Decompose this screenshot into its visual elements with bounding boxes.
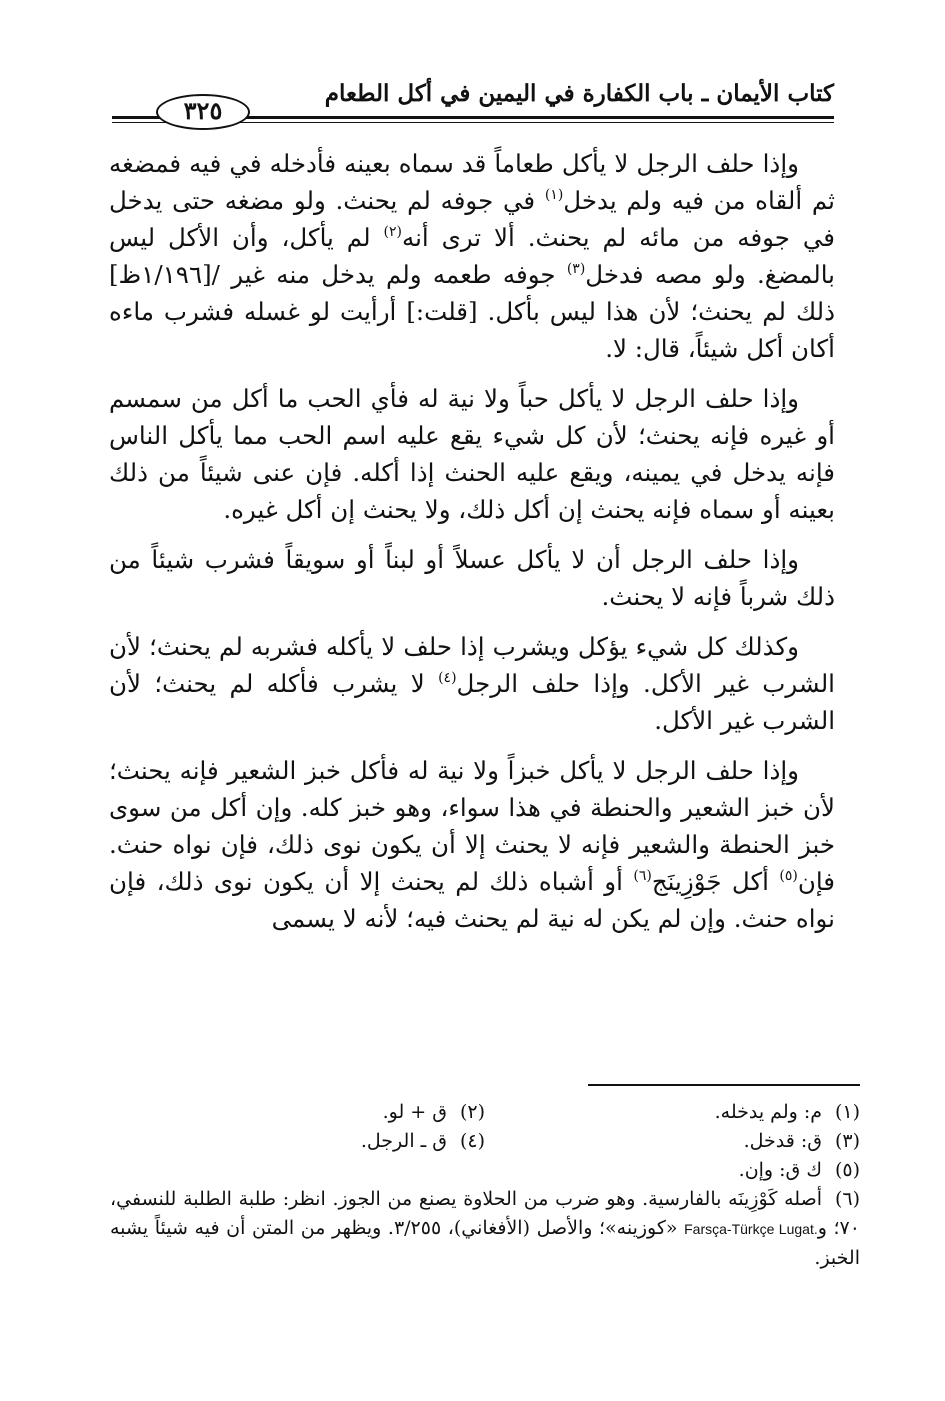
footnote-text: أصله كَوْزِينَه بالفارسية. وهو ضرب من الحلاوة يصنع من الجوز. انظر: طلبة الطلبة للنسفي، ٧٠؛ و [110, 1188, 860, 1239]
text-segment: أو أشباه ذلك لم يحنث إلا أن يكون نوى ذلك، فإن نواه حنث. وإن لم يكن له نية لم يحنث فيه؛ لأنه لا يسمى [109, 867, 835, 933]
page-number: ٣٢٥ [156, 94, 250, 130]
footnote-ref-5: (٥) [779, 868, 798, 884]
footnote-ref-3: (٣) [566, 261, 586, 277]
footnote-latin-title: Farsça-Türkçe Lugat. [684, 1221, 818, 1237]
text-segment: وإذا حلف الرجل لا يأكل حباً ولا نية له فأي الحب ما أكل من سمسم أو غيره فإنه يحنث؛ لأن كل شيء يقع عليه اسم الحب مما يأكل الناس فإنه يدخل في يمينه، ويقع عليه الحنث إذا أكله. فإن عنى شيئاً من ذلك بعينه أو سماه فإنه يحنث إن أكل ذلك، ولا يحنث إن أكل غيره. [109, 384, 835, 524]
footnote-ref-6: (٦) [633, 868, 652, 884]
footnote-4 [110, 1127, 485, 1156]
footnote-2 [110, 1098, 485, 1127]
text-segment: وإذا حلف الرجل لا يأكل طعاماً قد سماه بعينه فأدخله في فيه فمضغه ثم ألقاه من فيه ولم يدخل [109, 149, 835, 215]
footnote-3 [485, 1127, 860, 1156]
paragraph-5 [109, 752, 835, 937]
text-segment: أكل جَوْزِينَج [651, 867, 769, 896]
footnote-1 [485, 1098, 860, 1127]
footnote-text: ق + لو. [382, 1101, 447, 1123]
footnote-ref-2: (٢) [383, 224, 402, 240]
footnotes [110, 1098, 860, 1273]
footnote-5 [110, 1156, 860, 1185]
text-segment: جوفه طعمه ولم يدخل منه غير /[١/١٩٦ظ] ذلك لم يحنث؛ لأن هذا ليس بأكل. [قلت:] أرأيت لو غسله فشرب ماءه أكان أكل شيئاً، قال: لا. [109, 260, 835, 363]
text-segment: وإذا حلف الرجل أن لا يأكل عسلاً أو لبناً أو سويقاً فشرب شيئاً من ذلك شرباً فإنه لا يحنث. [109, 545, 835, 611]
running-title: كتاب الأيمان ـ باب الكفارة في اليمين في أكل الطعام [324, 80, 834, 107]
footnote-row [110, 1098, 860, 1127]
text-segment: وكذلك كل شيء يؤكل ويشرب إذا حلف لا يأكله فشربه لم يحنث؛ لأن الشرب غير الأكل. وإذا حلف الرجل [109, 632, 835, 698]
text-segment: لم يأكل، وأن الأكل ليس بالمضغ. ولو مصه فدخل [109, 223, 835, 289]
footnote-row [110, 1127, 860, 1156]
footnote-separator [588, 1084, 860, 1086]
footnote-number: (٦) [834, 1188, 860, 1210]
text-segment: لا يشرب فأكله لم يحنث؛ لأن الشرب غير الأكل. [109, 669, 835, 735]
paragraph-4 [109, 628, 835, 739]
footnote-number: (٢) [459, 1101, 485, 1123]
paragraph-1 [109, 145, 835, 367]
footnote-text: ق: قدخل. [743, 1130, 822, 1152]
footnote-text: م: ولم يدخله. [714, 1101, 822, 1123]
footnote-number: (٥) [834, 1159, 860, 1181]
footnote-number: (١) [834, 1101, 860, 1123]
main-text [109, 145, 835, 950]
page-header [112, 72, 834, 132]
text-segment: في جوفه لم يحنث. ولو مضغه حتى يدخل في جوفه من مائه لم يحنث. ألا ترى أنه [109, 186, 835, 252]
paragraph-2 [109, 380, 835, 528]
footnote-text: ك ق: وإن. [738, 1159, 822, 1181]
footnote-number: (٤) [459, 1130, 485, 1152]
footnote-6 [110, 1185, 860, 1273]
text-segment: وإذا حلف الرجل لا يأكل خبزاً ولا نية له فأكل خبز الشعير فإنه يحنث؛ لأن خبز الشعير والحنطة في هذا سواء، وهو خبز كله. وإن أكل من سوى خبز الحنطة والشعير فإنه لا يحنث إلا أن يكون نوى ذلك، فإن نواه حنث. فإن [109, 756, 835, 896]
footnote-number: (٣) [834, 1130, 860, 1152]
footnote-ref-4: (٤) [438, 670, 457, 686]
paragraph-3 [109, 541, 835, 615]
footnote-text: «كوزينه»؛ والأصل (الأفغاني)، ٣/٢٥٥. ويظهر من المتن أن فيه شيئاً يشبه الخبز. [110, 1217, 860, 1269]
footnote-ref-1: (١) [544, 187, 564, 203]
footnote-text: ق ـ الرجل. [360, 1130, 447, 1152]
